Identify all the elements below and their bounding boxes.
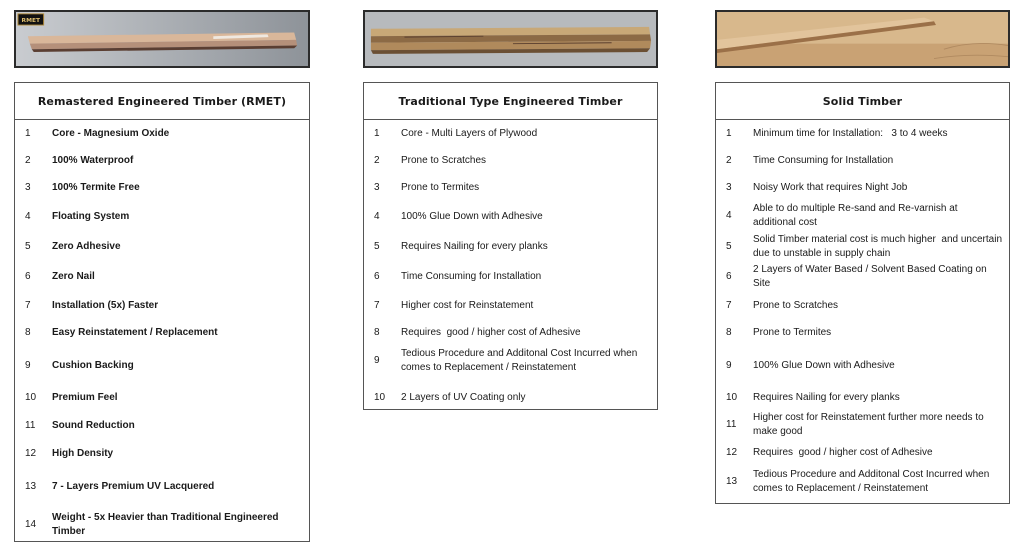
row-number: 1 xyxy=(374,128,380,139)
row-number: 2 xyxy=(25,155,31,166)
row-number: 8 xyxy=(25,327,31,338)
table-row xyxy=(15,120,309,148)
row-number: 5 xyxy=(726,241,732,252)
row-number: 13 xyxy=(726,476,738,487)
row-text: Prone to Termites xyxy=(401,182,480,193)
row-number: 6 xyxy=(726,271,732,282)
row-text: Higher cost for Reinstatement further more needs to make good xyxy=(753,412,987,437)
row-text: Solid Timber material cost is much higher and uncertain due to unstable in supply chain xyxy=(753,234,1005,259)
row-text: Core - Magnesium Oxide xyxy=(52,128,170,139)
row-text: Installation (5x) Faster xyxy=(52,300,159,311)
table-row xyxy=(364,147,657,175)
table-row xyxy=(716,147,1009,175)
traditional-table-title: Traditional Type Engineered Timber xyxy=(364,83,657,120)
row-number: 5 xyxy=(25,241,31,252)
row-number: 1 xyxy=(25,128,31,139)
row-text: 100% Termite Free xyxy=(52,182,140,193)
table-row xyxy=(15,511,309,539)
table-row xyxy=(716,468,1009,496)
row-number: 2 xyxy=(726,155,732,166)
row-number: 6 xyxy=(374,271,380,282)
row-number: 7 xyxy=(726,300,732,311)
row-text: Able to do multiple Re-sand and Re-varnish at additional cost xyxy=(753,203,961,228)
table-row xyxy=(15,473,309,501)
row-text: Time Consuming for Installation xyxy=(753,155,894,166)
row-text: Zero Nail xyxy=(52,271,95,282)
table-row xyxy=(15,292,309,320)
row-text: Requires good / higher cost of Adhesive xyxy=(753,447,933,458)
rmet-board-photo xyxy=(14,10,310,68)
row-number: 9 xyxy=(374,355,380,366)
table-row xyxy=(716,202,1009,230)
row-number: 3 xyxy=(374,182,380,193)
row-text: 2 Layers of UV Coating only xyxy=(401,392,526,403)
row-number: 4 xyxy=(726,210,732,221)
table-row xyxy=(716,384,1009,412)
row-number: 12 xyxy=(25,448,37,459)
row-text: Higher cost for Reinstatement xyxy=(401,300,534,311)
row-number: 3 xyxy=(726,182,732,193)
row-text: Requires Nailing for every planks xyxy=(401,241,548,252)
row-number: 2 xyxy=(374,155,380,166)
table-row xyxy=(716,174,1009,202)
row-number: 11 xyxy=(25,420,36,431)
table-row xyxy=(716,411,1009,439)
table-row xyxy=(716,233,1009,261)
table-row xyxy=(716,263,1009,291)
row-number: 8 xyxy=(726,327,732,338)
row-number: 11 xyxy=(726,419,737,430)
solid-timber-table-title: Solid Timber xyxy=(716,83,1009,120)
row-text: Requires good / higher cost of Adhesive xyxy=(401,327,581,338)
row-text: Floating System xyxy=(52,211,130,222)
table-row xyxy=(716,120,1009,148)
row-text: Premium Feel xyxy=(52,392,118,403)
row-text: Minimum time for Installation: 3 to 4 weeks xyxy=(753,128,948,139)
row-number: 1 xyxy=(726,128,732,139)
row-number: 3 xyxy=(25,182,31,193)
row-number: 9 xyxy=(25,360,31,371)
row-text: Prone to Scratches xyxy=(753,300,839,311)
row-text: Time Consuming for Installation xyxy=(401,271,542,282)
row-number: 10 xyxy=(25,392,37,403)
engineered-board-photo xyxy=(363,10,658,68)
table-row xyxy=(15,412,309,440)
table-row xyxy=(364,120,657,148)
row-text: 100% Waterproof xyxy=(52,155,134,166)
row-text: 2 Layers of Water Based / Solvent Based Coating on Site xyxy=(753,264,990,289)
table-row xyxy=(364,319,657,347)
traditional-comparison-table xyxy=(363,82,658,410)
row-number: 7 xyxy=(25,300,31,311)
table-row xyxy=(15,203,309,231)
table-row xyxy=(716,319,1009,347)
row-text: Sound Reduction xyxy=(52,420,135,431)
row-number: 4 xyxy=(374,211,380,222)
row-number: 6 xyxy=(25,271,31,282)
row-text: Tedious Procedure and Additonal Cost Incurred when comes to Replacement / Reinstatement xyxy=(401,348,641,373)
table-row xyxy=(15,263,309,291)
table-row xyxy=(364,263,657,291)
rmet-logo-text: RMET xyxy=(21,18,41,25)
row-number: 7 xyxy=(374,300,380,311)
row-number: 12 xyxy=(726,447,738,458)
table-row xyxy=(15,233,309,261)
row-text: Tedious Procedure and Additonal Cost Incurred when comes to Replacement / Reinstatement xyxy=(753,469,993,494)
table-row xyxy=(15,147,309,175)
row-text: Requires Nailing for every planks xyxy=(753,392,900,403)
table-row xyxy=(364,174,657,202)
table-row xyxy=(364,292,657,320)
row-number: 13 xyxy=(25,481,37,492)
table-row xyxy=(364,203,657,231)
row-text: Easy Reinstatement / Replacement xyxy=(52,327,218,338)
rmet-logo xyxy=(18,14,44,25)
row-text: 100% Glue Down with Adhesive xyxy=(401,211,543,222)
row-number: 8 xyxy=(374,327,380,338)
row-text: 100% Glue Down with Adhesive xyxy=(753,360,895,371)
row-text: Weight - 5x Heavier than Traditional Engineered Timber xyxy=(52,512,282,537)
table-row xyxy=(15,384,309,412)
table-row xyxy=(364,347,657,375)
row-number: 10 xyxy=(726,392,738,403)
row-number: 9 xyxy=(726,360,732,371)
rmet-table-title: Remastered Engineered Timber (RMET) xyxy=(15,83,309,120)
table-row xyxy=(716,352,1009,380)
table-row xyxy=(15,174,309,202)
table-row xyxy=(15,352,309,380)
row-text: 7 - Layers Premium UV Lacquered xyxy=(52,481,215,492)
solid-timber-photo xyxy=(715,10,1010,68)
table-row xyxy=(364,384,657,412)
row-number: 14 xyxy=(25,519,37,530)
row-text: Noisy Work that requires Night Job xyxy=(753,182,908,193)
rmet-comparison-table xyxy=(14,82,310,542)
row-text: Cushion Backing xyxy=(52,360,134,371)
table-row xyxy=(364,233,657,261)
row-number: 4 xyxy=(25,211,31,222)
table-row xyxy=(15,440,309,468)
row-text: Core - Multi Layers of Plywood xyxy=(401,128,538,139)
row-text: Prone to Termites xyxy=(753,327,832,338)
table-row xyxy=(15,319,309,347)
row-text: Zero Adhesive xyxy=(52,241,121,252)
row-text: High Density xyxy=(52,448,114,459)
row-number: 5 xyxy=(374,241,380,252)
row-text: Prone to Scratches xyxy=(401,155,487,166)
solid-timber-comparison-table xyxy=(715,82,1010,504)
row-number: 10 xyxy=(374,392,386,403)
table-row xyxy=(716,292,1009,320)
table-row xyxy=(716,439,1009,467)
